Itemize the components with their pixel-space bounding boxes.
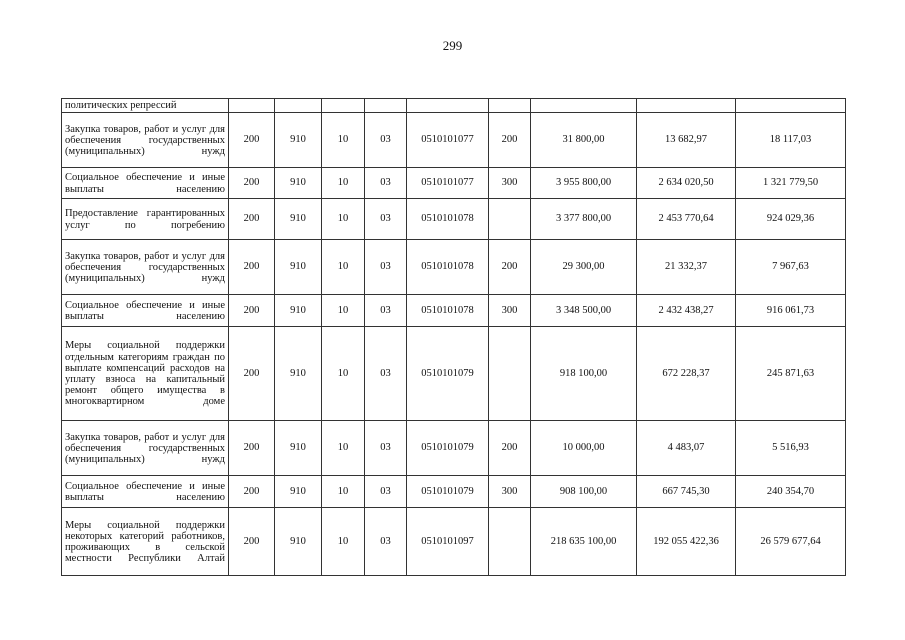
- section-code: 10: [322, 295, 365, 327]
- expense-type-code: 200: [489, 240, 531, 295]
- subsection-code: 03: [365, 476, 407, 508]
- department-code: 910: [275, 295, 322, 327]
- section-code: 10: [322, 421, 365, 476]
- executed-amount: [637, 99, 736, 113]
- target-article-code: 0510101077: [407, 168, 489, 199]
- expense-type-code: [489, 327, 531, 421]
- target-article-code: 0510101077: [407, 113, 489, 168]
- department-code: 910: [275, 476, 322, 508]
- row-name: Социальное обеспечение и иные выплаты населению: [62, 168, 229, 199]
- remaining-amount: [736, 99, 846, 113]
- executed-amount: 667 745,30: [637, 476, 736, 508]
- row-name: Меры социальной поддержки некоторых категорий работников, проживающих в сельской местности Республики Алтай: [62, 508, 229, 576]
- department-code: 910: [275, 240, 322, 295]
- table-row: [62, 240, 846, 295]
- subsection-code: 03: [365, 327, 407, 421]
- plan-amount: 31 800,00: [531, 113, 637, 168]
- plan-amount: 908 100,00: [531, 476, 637, 508]
- target-article-code: 0510101078: [407, 240, 489, 295]
- executed-amount: 2 634 020,50: [637, 168, 736, 199]
- row-name: Социальное обеспечение и иные выплаты населению: [62, 476, 229, 508]
- row-name: Закупка товаров, работ и услуг для обеспечения государственных (муниципальных) нужд: [62, 113, 229, 168]
- expense-type-code: [489, 508, 531, 576]
- remaining-amount: 916 061,73: [736, 295, 846, 327]
- subsection-code: 03: [365, 168, 407, 199]
- remaining-amount: 1 321 779,50: [736, 168, 846, 199]
- section-code: 10: [322, 327, 365, 421]
- subsection-code: 03: [365, 199, 407, 240]
- section-code: 10: [322, 168, 365, 199]
- department-code: 910: [275, 113, 322, 168]
- remaining-amount: 245 871,63: [736, 327, 846, 421]
- subsection-code: [365, 99, 407, 113]
- department-code: 910: [275, 327, 322, 421]
- admin-code: 200: [229, 508, 275, 576]
- remaining-amount: 924 029,36: [736, 199, 846, 240]
- expense-type-code: 200: [489, 421, 531, 476]
- row-name: Предоставление гарантированных услуг по погребению: [62, 199, 229, 240]
- admin-code: 200: [229, 476, 275, 508]
- expense-type-code: [489, 99, 531, 113]
- admin-code: 200: [229, 168, 275, 199]
- admin-code: 200: [229, 327, 275, 421]
- admin-code: 200: [229, 421, 275, 476]
- expense-type-code: 300: [489, 476, 531, 508]
- row-name: политических репрессий: [62, 99, 229, 113]
- plan-amount: 918 100,00: [531, 327, 637, 421]
- executed-amount: 2 432 438,27: [637, 295, 736, 327]
- target-article-code: 0510101079: [407, 327, 489, 421]
- admin-code: 200: [229, 199, 275, 240]
- plan-amount: 3 955 800,00: [531, 168, 637, 199]
- table-row: [62, 327, 846, 421]
- remaining-amount: 5 516,93: [736, 421, 846, 476]
- remaining-amount: 7 967,63: [736, 240, 846, 295]
- executed-amount: 672 228,37: [637, 327, 736, 421]
- target-article-code: 0510101078: [407, 295, 489, 327]
- budget-table: [61, 98, 846, 576]
- executed-amount: 192 055 422,36: [637, 508, 736, 576]
- department-code: 910: [275, 508, 322, 576]
- section-code: 10: [322, 113, 365, 168]
- plan-amount: [531, 99, 637, 113]
- subsection-code: 03: [365, 113, 407, 168]
- department-code: 910: [275, 421, 322, 476]
- executed-amount: 4 483,07: [637, 421, 736, 476]
- department-code: 910: [275, 168, 322, 199]
- table-row: [62, 199, 846, 240]
- section-code: 10: [322, 199, 365, 240]
- executed-amount: 2 453 770,64: [637, 199, 736, 240]
- plan-amount: 3 377 800,00: [531, 199, 637, 240]
- section-code: 10: [322, 508, 365, 576]
- target-article-code: 0510101079: [407, 421, 489, 476]
- remaining-amount: 26 579 677,64: [736, 508, 846, 576]
- subsection-code: 03: [365, 421, 407, 476]
- section-code: [322, 99, 365, 113]
- remaining-amount: 18 117,03: [736, 113, 846, 168]
- plan-amount: 10 000,00: [531, 421, 637, 476]
- row-name: Закупка товаров, работ и услуг для обеспечения государственных (муниципальных) нужд: [62, 240, 229, 295]
- executed-amount: 13 682,97: [637, 113, 736, 168]
- expense-type-code: 200: [489, 113, 531, 168]
- page-number: 299: [442, 38, 463, 53]
- subsection-code: 03: [365, 508, 407, 576]
- expense-type-code: [489, 199, 531, 240]
- table-row: [62, 99, 846, 113]
- table-row: [62, 421, 846, 476]
- row-name: Социальное обеспечение и иные выплаты населению: [62, 295, 229, 327]
- executed-amount: 21 332,37: [637, 240, 736, 295]
- table-row: [62, 113, 846, 168]
- department-code: [275, 99, 322, 113]
- admin-code: 200: [229, 240, 275, 295]
- table-row: [62, 295, 846, 327]
- target-article-code: 0510101079: [407, 476, 489, 508]
- section-code: 10: [322, 476, 365, 508]
- expense-type-code: 300: [489, 168, 531, 199]
- section-code: 10: [322, 240, 365, 295]
- target-article-code: [407, 99, 489, 113]
- plan-amount: 3 348 500,00: [531, 295, 637, 327]
- table-row: [62, 168, 846, 199]
- department-code: 910: [275, 199, 322, 240]
- plan-amount: 218 635 100,00: [531, 508, 637, 576]
- admin-code: 200: [229, 113, 275, 168]
- table-row: [62, 476, 846, 508]
- table-row: [62, 508, 846, 576]
- expense-type-code: 300: [489, 295, 531, 327]
- plan-amount: 29 300,00: [531, 240, 637, 295]
- target-article-code: 0510101097: [407, 508, 489, 576]
- subsection-code: 03: [365, 295, 407, 327]
- subsection-code: 03: [365, 240, 407, 295]
- remaining-amount: 240 354,70: [736, 476, 846, 508]
- admin-code: 200: [229, 295, 275, 327]
- target-article-code: 0510101078: [407, 199, 489, 240]
- row-name: Закупка товаров, работ и услуг для обеспечения государственных (муниципальных) нужд: [62, 421, 229, 476]
- row-name: Меры социальной поддержки отдельным категориям граждан по выплате компенсаций расходов на уплату взноса на капитальный ремонт общего имущества в многоквартирном доме: [62, 327, 229, 421]
- admin-code: [229, 99, 275, 113]
